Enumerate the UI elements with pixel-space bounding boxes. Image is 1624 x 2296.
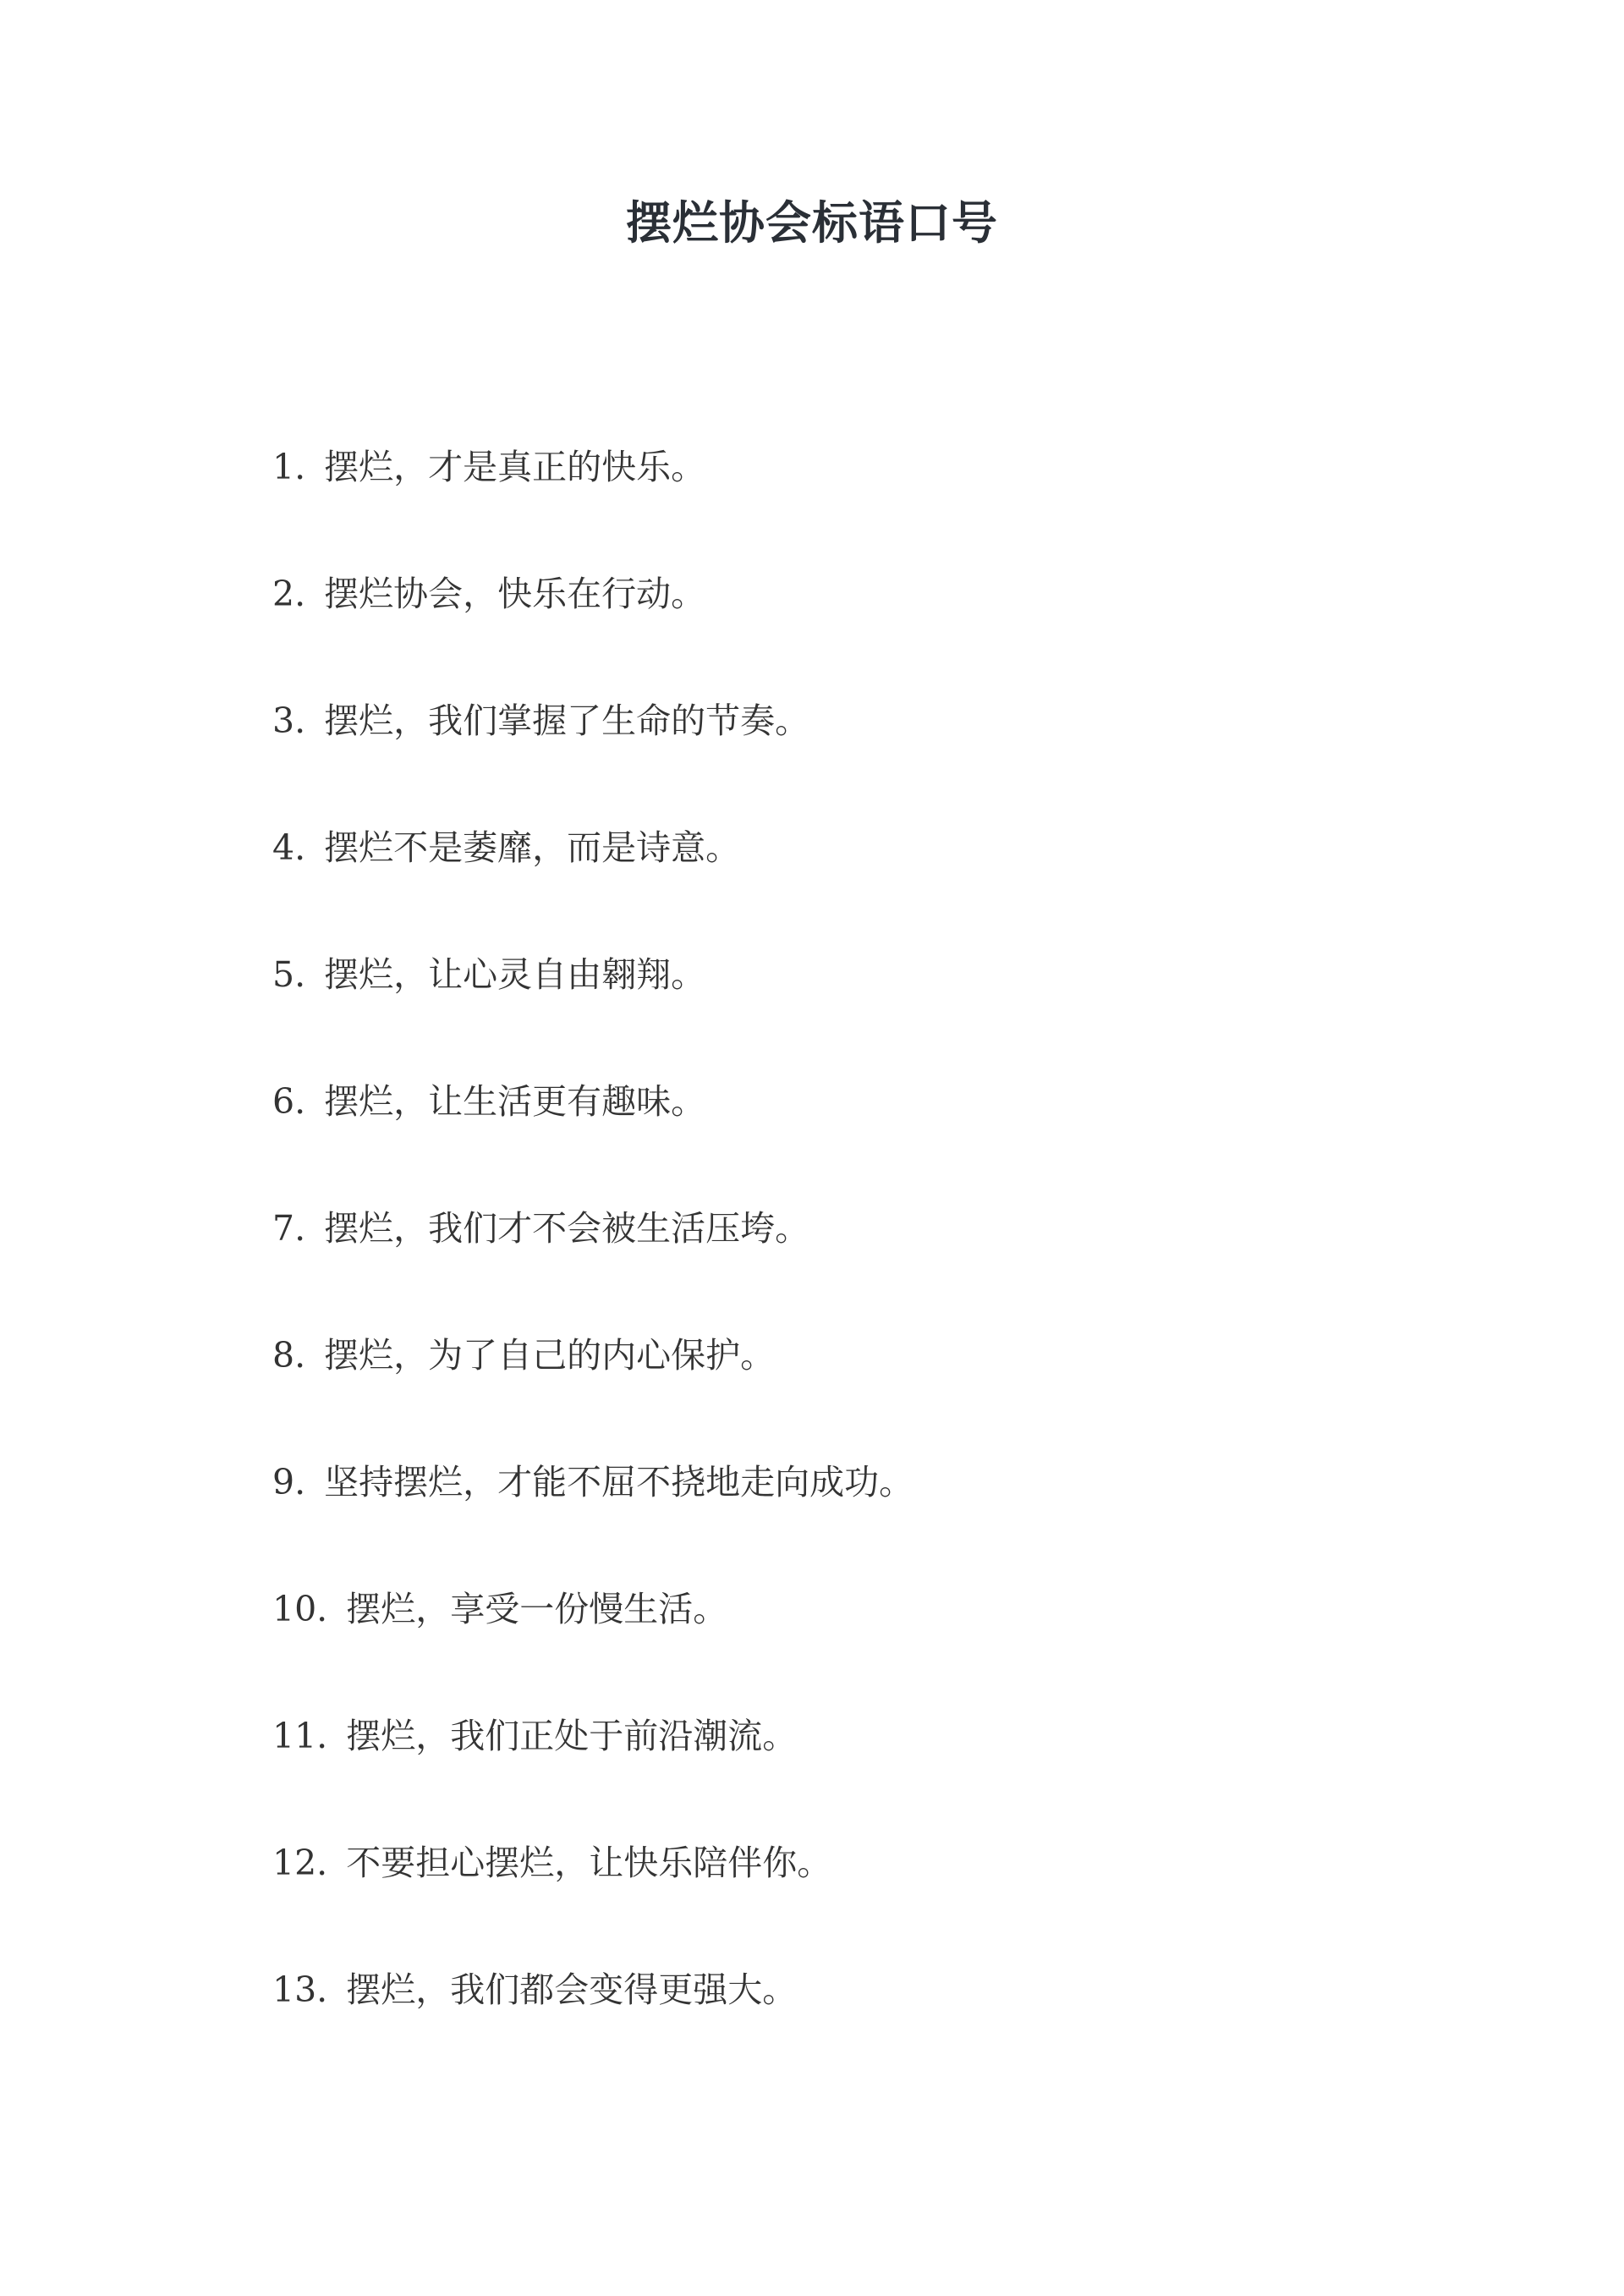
list-item-number: 3. <box>272 700 306 741</box>
list-item <box>272 1452 914 1579</box>
list-item-number: 13. <box>272 1969 328 2010</box>
slogan-list <box>272 437 914 2086</box>
list-item <box>272 817 914 944</box>
list-item-text: 摆烂，才是真正的快乐。 <box>324 447 706 487</box>
list-item <box>272 1832 914 1959</box>
list-item-number: 9. <box>272 1462 306 1502</box>
list-item <box>272 1579 914 1706</box>
list-item-text: 摆烂，我们正处于前沿潮流。 <box>346 1716 798 1756</box>
list-item-number: 1. <box>272 447 306 487</box>
list-item-number: 12. <box>272 1843 328 1883</box>
list-item-number: 10. <box>272 1589 328 1629</box>
list-item-number: 5. <box>272 954 306 995</box>
list-item-text: 摆烂，我们掌握了生命的节奏。 <box>324 700 810 741</box>
list-item <box>272 1198 914 1325</box>
list-item-text: 摆烂，为了自己的内心保护。 <box>324 1335 776 1376</box>
document-title: 摆烂协会标语口号 <box>626 195 998 250</box>
list-item-text: 摆烂，享受一份慢生活。 <box>346 1589 728 1629</box>
list-item-number: 8. <box>272 1335 306 1376</box>
list-item-text: 摆烂协会，快乐在行动。 <box>324 574 706 614</box>
list-item <box>272 1071 914 1198</box>
list-item <box>272 437 914 563</box>
list-item-number: 7. <box>272 1208 306 1249</box>
list-item <box>272 690 914 817</box>
list-item-text: 摆烂，我们才不会被生活压垮。 <box>324 1208 810 1249</box>
list-item <box>272 944 914 1071</box>
list-item-text: 摆烂不是萎靡，而是诗意。 <box>324 827 741 868</box>
list-item-text: 坚持摆烂，才能不屈不挠地走向成功。 <box>324 1462 914 1502</box>
list-item-number: 6. <box>272 1081 306 1122</box>
list-item-text: 摆烂，让生活更有趣味。 <box>324 1081 706 1122</box>
list-item-text: 摆烂，我们都会变得更强大。 <box>346 1969 798 2010</box>
list-item-number: 2. <box>272 574 306 614</box>
list-item <box>272 1959 914 2086</box>
list-item <box>272 1706 914 1832</box>
list-item-number: 4. <box>272 827 306 868</box>
list-item-number: 11. <box>272 1716 328 1756</box>
list-item-text: 不要担心摆烂，让快乐陪伴你。 <box>346 1843 832 1883</box>
list-item <box>272 1325 914 1452</box>
list-item <box>272 563 914 690</box>
list-item-text: 摆烂，让心灵自由翱翔。 <box>324 954 706 995</box>
